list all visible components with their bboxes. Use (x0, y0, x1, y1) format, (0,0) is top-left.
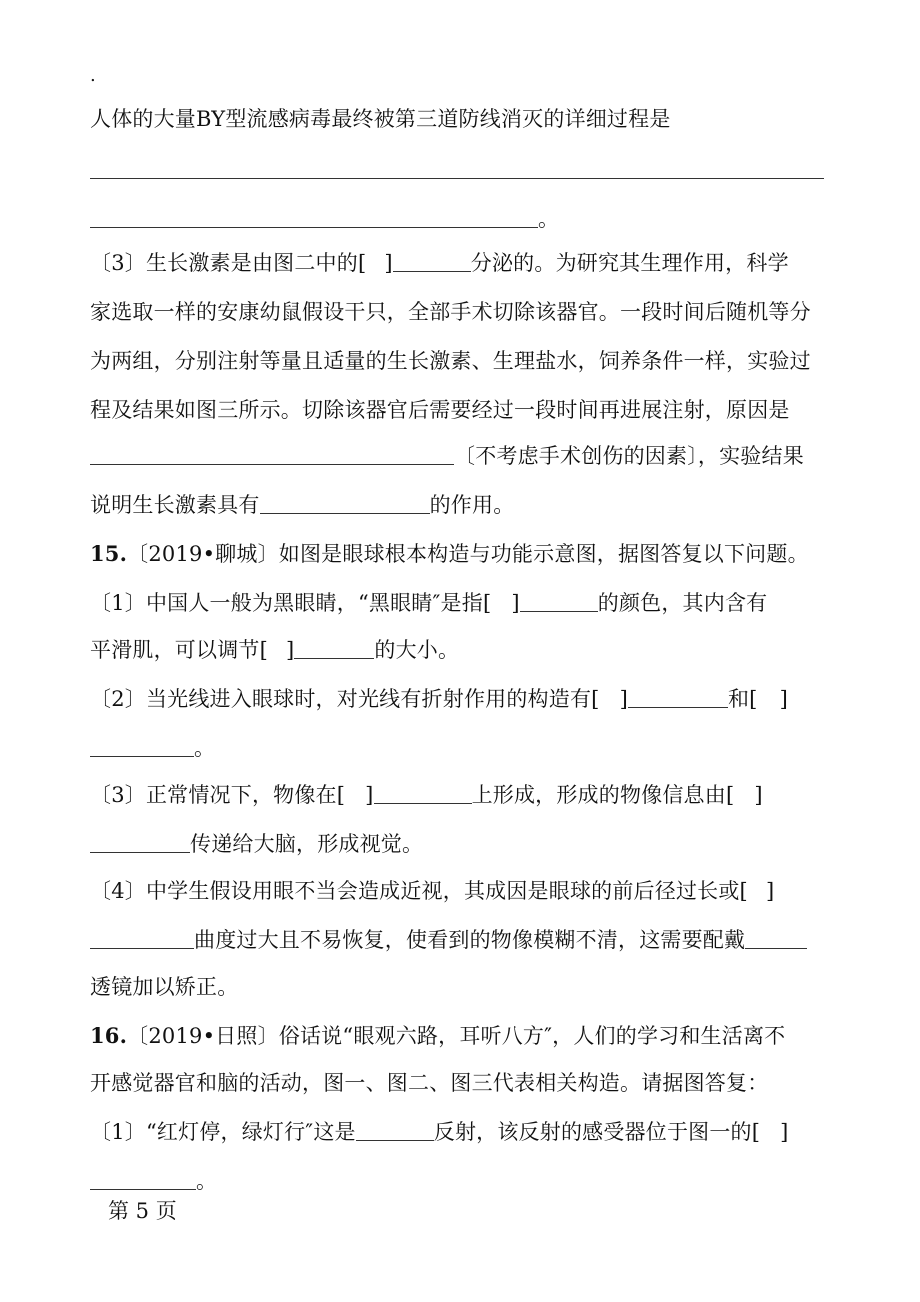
bracket-close: ] (511, 591, 520, 615)
sub-question-text: 和[ (727, 687, 758, 711)
q16-s1-line-2 (90, 1166, 830, 1196)
bracket-close: ] (619, 687, 628, 711)
bracket-close: ] (765, 879, 775, 903)
bracket-close: ] (754, 783, 763, 807)
bracket-close: ] (384, 251, 393, 275)
q3-line-3: 为两组，分别注射等量且适量的生长激素、生理盐水，饲养条件一样，实验过 (90, 349, 811, 373)
answer-blank (520, 589, 598, 612)
bracket-close: ] (286, 638, 295, 662)
question-source: 〔2019•日照〕 (127, 1024, 279, 1048)
q15-s3-line-1 (90, 780, 830, 810)
bracket-close: ] (365, 783, 374, 807)
sub-question-text: 〔4〕中学生假设用眼不当会造成近视，其成因是眼球的前后径过长或[ (90, 879, 748, 903)
bracket-close: ] (779, 687, 788, 711)
answer-blank (393, 249, 471, 272)
answer-blank (90, 926, 194, 949)
q15-s4-line-3: 透镜加以矫正。 (90, 975, 239, 999)
q16-line-2: 开感觉器官和脑的活动，图一、图二、图三代表相关构造。请据图答复： (90, 1071, 769, 1095)
bracket-close: ] (780, 1120, 789, 1144)
q15-s1-line-1 (90, 588, 830, 618)
question-intro: 俗话说“眼观六路，耳听八方″，人们的学习和生活离不 (278, 1024, 786, 1048)
sub-question-text: 上形成，形成的物像信息由[ (471, 783, 735, 807)
sub-question-text: 曲度过大且不易恢复，使看到的物像模糊不清，这需要配戴 (194, 928, 746, 952)
sub-question-text: 传递给大脑，形成视觉。 (190, 832, 424, 856)
q3-line-4: 程及结果如图三所示。切除该器官后需要经过一段时间再进展注射，原因是 (90, 398, 790, 422)
answer-blank (90, 830, 190, 853)
end-punct: 。 (194, 736, 216, 760)
q16-s1-line-1 (90, 1117, 830, 1147)
sub-question-text: 平滑肌，可以调节[ (90, 638, 268, 662)
answer-blank (90, 1167, 196, 1190)
q15-s4-line-2 (90, 925, 830, 955)
question-source: 〔2019•聊城〕 (127, 542, 279, 566)
sub-question-text: 〔3〕正常情况下，物像在[ (90, 783, 346, 807)
q3-line-5 (90, 441, 830, 471)
paragraph-line (90, 104, 830, 134)
sub-question-text: 〔2〕当光线进入眼球时，对光线有折射作用的构造有[ (90, 687, 600, 711)
answer-blank-line (90, 178, 824, 179)
answer-blank (356, 1118, 434, 1141)
answer-blank (294, 636, 374, 659)
answer-blank (90, 734, 194, 757)
page-number: 第 5 页 (108, 1199, 177, 1223)
answer-blank (745, 926, 807, 949)
q15-s2-line-2 (90, 733, 830, 763)
q15-s4-line-1 (90, 876, 830, 906)
sub-question-text: 〔1〕中国人一般为黑眼睛，“黑眼睛″是指[ (90, 591, 492, 615)
answer-blank (628, 685, 728, 708)
q16-heading (90, 1021, 830, 1051)
sub-question-text: 的大小。 (374, 638, 460, 662)
answer-blank (374, 781, 472, 804)
q15-s3-line-2 (90, 829, 830, 859)
answer-blank (90, 205, 538, 228)
sub-question-text: 〔1〕“红灯停，绿灯行″这是 (90, 1120, 356, 1144)
question-number: 15. (90, 541, 128, 566)
q15-s1-line-2 (90, 635, 830, 665)
q15-heading (90, 539, 830, 569)
q3-line-2: 家选取一样的安康幼鼠假设干只，全部手术切除该器官。一段时间后随机等分 (90, 300, 811, 324)
q3-line-6 (90, 490, 830, 520)
sub-question-text: 反射，该反射的感受器位于图一的[ (433, 1120, 761, 1144)
q3-line-1 (90, 248, 830, 278)
q3-text: 〔不考虑手术创伤的因素〕，实验结果 (454, 444, 804, 468)
bullet-dot: . (90, 65, 96, 86)
q3-text: 说明生长激素具有 (90, 493, 260, 517)
end-punct: 。 (196, 1169, 218, 1193)
sub-question-text: 的颜色，其内含有 (597, 591, 768, 615)
end-punct: 。 (538, 207, 560, 231)
q15-s2-line-1 (90, 684, 830, 714)
q3-text: 分泌的。为研究其生理作用，科学 (470, 251, 789, 275)
answer-blank (260, 491, 430, 514)
q3-text: 的作用。 (429, 493, 515, 517)
question-text: 人体的大量BY型流感病毒最终被第三道防线消灭的详细过程是 (90, 107, 671, 131)
paragraph-line (90, 204, 830, 234)
question-number: 16. (90, 1023, 128, 1048)
answer-blank (90, 442, 454, 465)
question-intro: 如图是眼球根本构造与功能示意图，据图答复以下问题。 (278, 542, 809, 566)
q3-text: 〔3〕生长激素是由图二中的[ (90, 251, 367, 275)
